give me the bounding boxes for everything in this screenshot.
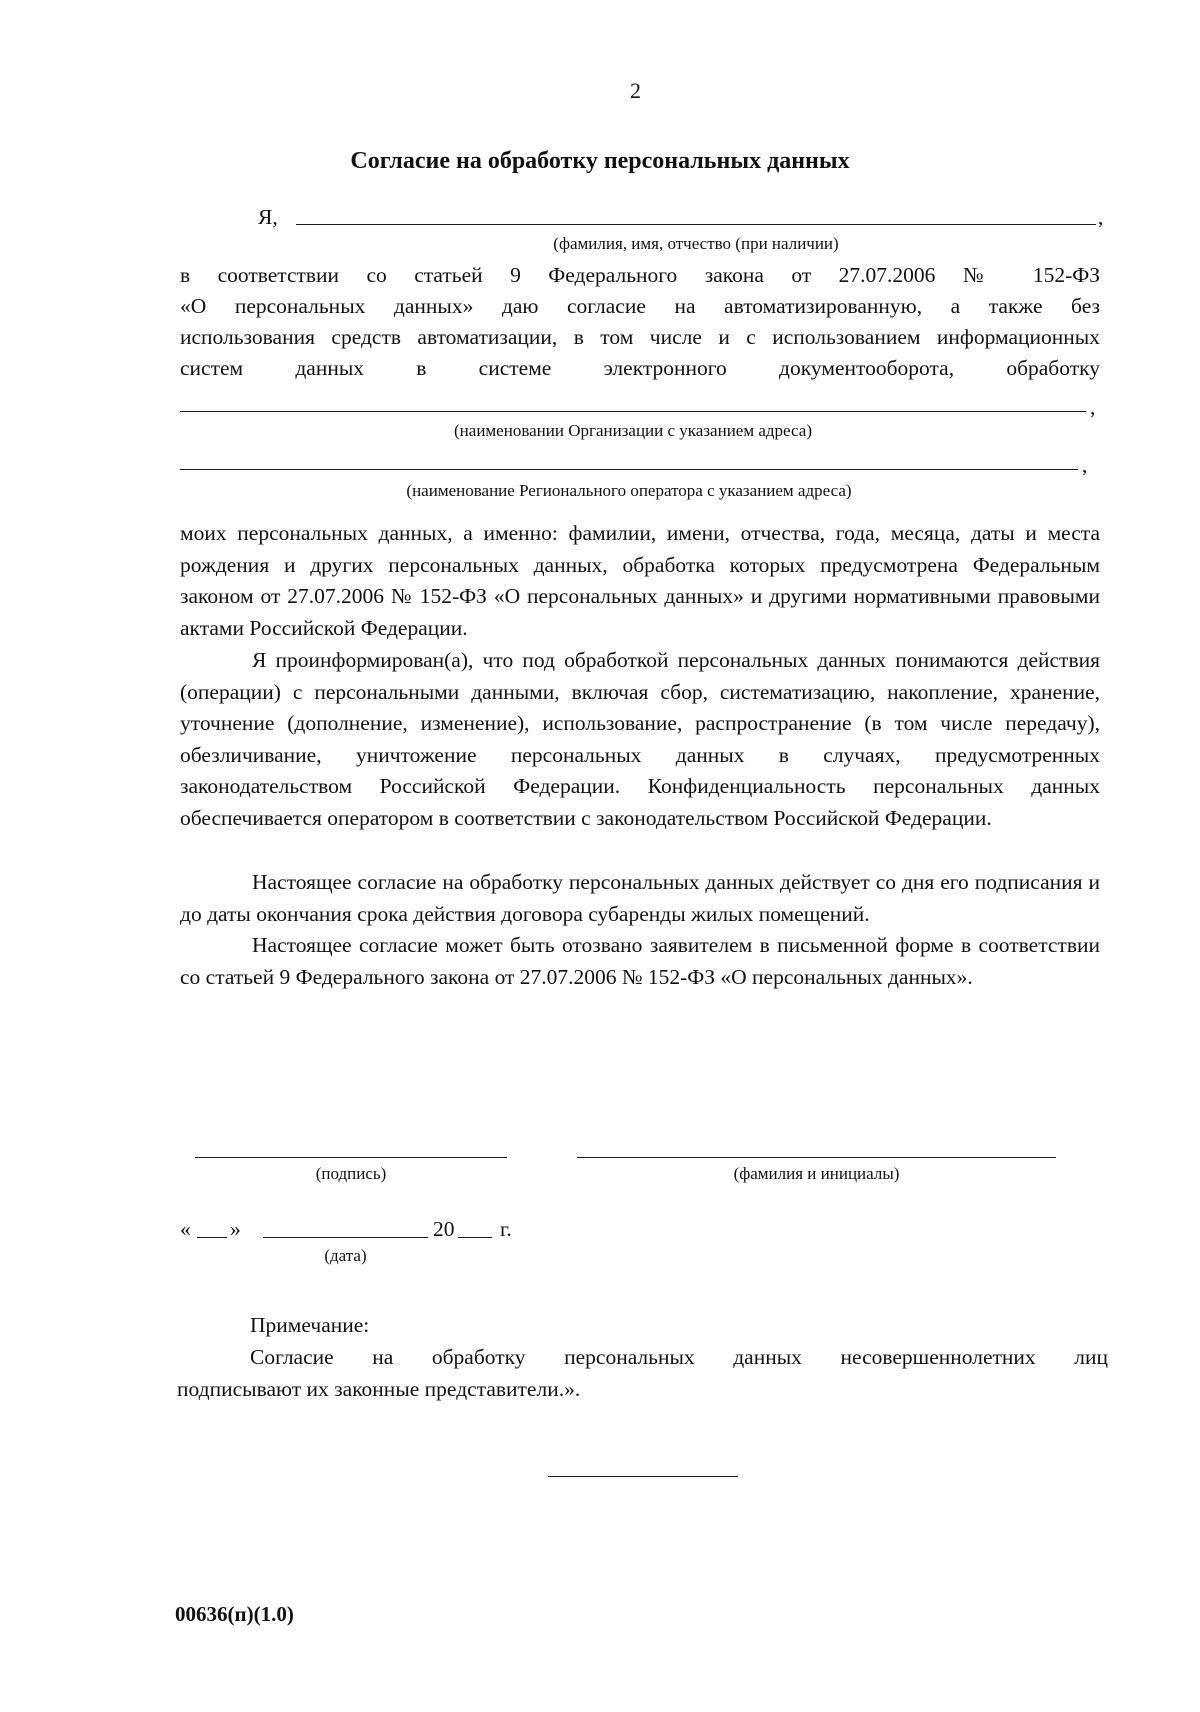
page-number: 2 xyxy=(630,78,641,103)
paragraph-validity: Настоящее согласие на обработку персональных данных действует со дня его подписания и до даты окончания срока действия договора субаренды жилых помещений. xyxy=(180,870,1100,926)
intro-line-4: систем данных в системе электронного документооборота, обработку xyxy=(180,356,1100,380)
date-year-field[interactable] xyxy=(458,1237,492,1238)
note-label: Примечание: xyxy=(250,1313,370,1337)
date-day-field[interactable] xyxy=(197,1237,227,1238)
intro-line-2: «О персональных данных» даю согласие на автоматизированную, а также без xyxy=(180,294,1100,318)
date-close-quote: » xyxy=(230,1217,241,1241)
regional-operator-caption: (наименование Регионального оператора с указанием адреса) xyxy=(406,481,852,500)
full-name-caption: (фамилия и инициалы) xyxy=(733,1164,900,1183)
applicant-suffix: , xyxy=(1098,205,1104,229)
paragraph-personal-data: моих персональных данных, а именно: фамилии, имени, отчества, года, месяца, даты и места рождения и других персональных данных, обработка которых предусмотрена Федеральным законом от 27.07.2006 № 152-ФЗ «О персональных данных» и другими нормативными правовыми актами Российской Федерации. xyxy=(180,521,1100,640)
applicant-name-field[interactable] xyxy=(296,224,1096,225)
closing-divider xyxy=(548,1476,738,1477)
organization-field[interactable] xyxy=(180,411,1086,412)
document-code: 00636(п)(1.0) xyxy=(175,1602,294,1626)
note-line-2: подписывают их законные представители.». xyxy=(177,1377,581,1401)
intro-line-3: использования средств автоматизации, в том числе и с использованием информационных xyxy=(180,325,1100,349)
signature-caption: (подпись) xyxy=(315,1164,387,1183)
regional-operator-suffix: , xyxy=(1082,453,1088,477)
intro-line-1: в соответствии со статьей 9 Федерального закона от 27.07.2006 № 152-ФЗ xyxy=(180,263,1100,287)
document-title: Согласие на обработку персональных данных xyxy=(350,148,850,174)
date-year-prefix: 20 xyxy=(433,1217,455,1241)
organization-suffix: , xyxy=(1090,395,1096,419)
date-month-field[interactable] xyxy=(263,1237,428,1238)
organization-caption: (наименовании Организации с указанием адреса) xyxy=(454,421,812,440)
applicant-prefix: Я, xyxy=(258,205,278,229)
date-year-suffix: г. xyxy=(500,1217,512,1241)
date-caption: (дата) xyxy=(324,1246,367,1265)
full-name-field[interactable] xyxy=(577,1157,1056,1158)
regional-operator-field[interactable] xyxy=(180,469,1078,470)
signature-field[interactable] xyxy=(195,1157,507,1158)
applicant-caption: (фамилия, имя, отчество (при наличии) xyxy=(553,234,839,253)
paragraph-informed: Я проинформирован(а), что под обработкой персональных данных понимаются действия (операции) с персональными данными, включая сбор, систематизацию, накопление, хранение, уточнение (дополнение, изменение), использование, распространение (в том числе передачу), обезличивание, уничтожение персональных данных в случаях, предусмотренных законодательством Российской Федерации. Конфиденциальность персональных данных обеспечивается оператором в соответствии с законодательством Российской Федерации. xyxy=(180,648,1100,830)
note-line-1: Согласие на обработку персональных данных несовершеннолетних лиц xyxy=(250,1345,1108,1369)
paragraph-revocation: Настоящее согласие может быть отозвано заявителем в письменной форме в соответствии со статьей 9 Федерального закона от 27.07.2006 № 152-ФЗ «О персональных данных». xyxy=(180,933,1100,989)
date-open-quote: « xyxy=(180,1217,191,1241)
